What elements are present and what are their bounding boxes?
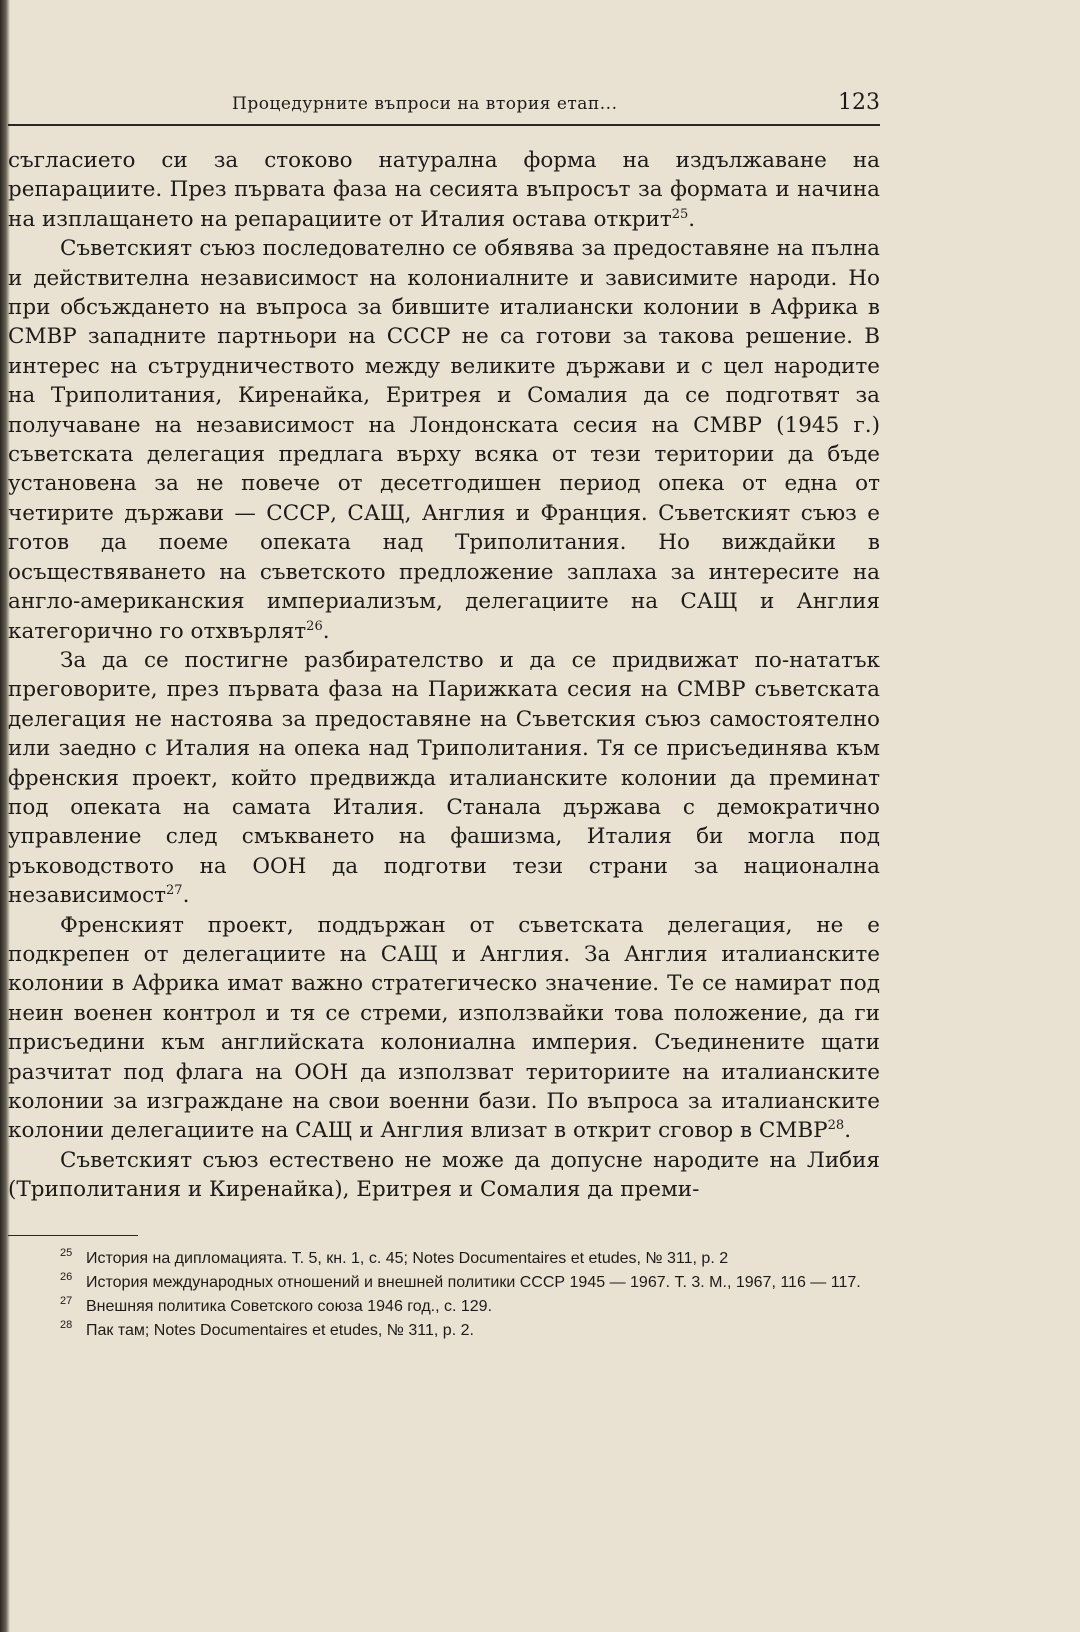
footnote-26: 26 История международных отношений и внешней политики СССР 1945 — 1967. Т. 3. М., 1967, 116 — 117. — [60, 1271, 861, 1291]
footnote-text: Внешняя политика Советского союза 1946 год., с. 129. — [86, 1297, 493, 1315]
paragraph-text: съгласието си за стоково натурална форма на издължаване на репарациите. През първата фаза на сесията въпросът за формата и начина на изплащането на репарациите от Италия остава открит — [8, 148, 880, 232]
footnote-ref-27: 27 — [166, 883, 183, 898]
footnote-text: Пак там; Notes Documentaires et etudes, № 311, p. 2. — [86, 1321, 474, 1339]
book-page — [8, 88, 880, 1344]
paragraph-1 — [8, 146, 880, 234]
footnote-ref-25: 25 — [671, 206, 689, 222]
paragraph-text: Съветският съюз последователно се обявява за предоставяне на пълна и действителна независимост на колониалните и зависимите народи. Но при обсъждането на въпроса за бившите италиански колонии в Африка в СМВР западните партньори на СССР не са готови за такова решение. В интерес на сътрудничеството между великите държави и с цел народите на Триполитания, Киренайка, Еритрея и Сомалия да се подготвят за получаване на независимост на Лондонската сесия на СМВР (1945 г.) съветската делегация предлага върху всяка от тези територии да бъде установена за не повече от десетгодишен период опека от една от четирите държави — СССР, САЩ, Англия и Франция. Съветският съюз е готов да поеме опеката над Триполитания. Но виждайки в осъществяването на съветското предложение заплаха за интересите на англо-американския империализъм, делегациите на САЩ и Англия категорично го отхвърлят — [8, 236, 880, 644]
footnote-27: 27 Внешняя политика Советского союза 1946 год., с. 129. — [60, 1295, 493, 1315]
footnote-28: 28 Пак там; Notes Documentaires et etudes, № 311, p. 2. — [60, 1319, 474, 1339]
page-number: 123 — [838, 90, 880, 115]
paragraph-2 — [8, 234, 880, 646]
footnote-ref-28: 28 — [827, 1118, 845, 1134]
running-title: Процедурните въпроси на втория етап... — [232, 94, 618, 114]
paragraph-end: . — [182, 883, 190, 909]
paragraph-text: Френският проект, поддържан от съветската делегация, не е подкрепен от делегациите на САЩ и Англия. За Англия италианските колонии в Африка имат важно стратегическо значение. Те се намират под неин военен контрол и тя се стреми, използвайки това положение, да ги присъедини към английската колониална империя. Съединените щати разчитат под флага на ООН да използват териториите на италианските колонии за изграждане на свои военни бази. По въпроса за италианските колонии делегациите на САЩ и Англия влизат в открит сговор в СМВР — [8, 912, 880, 1144]
footnote-divider — [8, 1235, 138, 1236]
paragraph-text: Съветският съюз естествено не може да допусне народите на Либия (Триполитания и Киренайка), Еритрея и Сомалия да преми- — [8, 1147, 880, 1203]
paragraph-5 — [8, 1146, 880, 1205]
body-text — [8, 146, 880, 1205]
footnote-25: 25 История на дипломацията. Т. 5, кн. 1, с. 45; Notes Documentaires et etudes, № 311, p. 2 — [60, 1247, 729, 1267]
paragraph-end: . — [688, 206, 696, 232]
page-header — [8, 88, 880, 126]
paragraph-end: . — [844, 1118, 852, 1144]
paragraph-3 — [8, 646, 880, 911]
footnotes — [8, 1248, 880, 1342]
footnote-ref-26: 26 — [306, 618, 323, 634]
footnote-text: История на дипломацията. Т. 5, кн. 1, с. 45; Notes Documentaires et etudes, № 311, p. 2 — [86, 1249, 729, 1267]
paragraph-4 — [8, 911, 880, 1146]
paragraph-text: За да се постигне разбирателство и да се придвижат по-нататък преговорите, през първата фаза на Парижката сесия на СМВР съветската делегация не настоява за предоставяне на Съветския съюз самостоятелно или заедно с Италия на опека над Триполитания. Тя се присъединява към френския проект, който предвижда италианските колонии да преминат под опеката на самата Италия. Станала държава с демократично управление след смъкването на фашизма, Италия би могла под ръководството на ООН да подготви тези страни за национална независимост — [8, 647, 880, 909]
footnote-text: История международных отношений и внешней политики СССР 1945 — 1967. Т. 3. М., 1967, 116 — 117. — [86, 1273, 861, 1291]
paragraph-end: . — [322, 618, 330, 644]
